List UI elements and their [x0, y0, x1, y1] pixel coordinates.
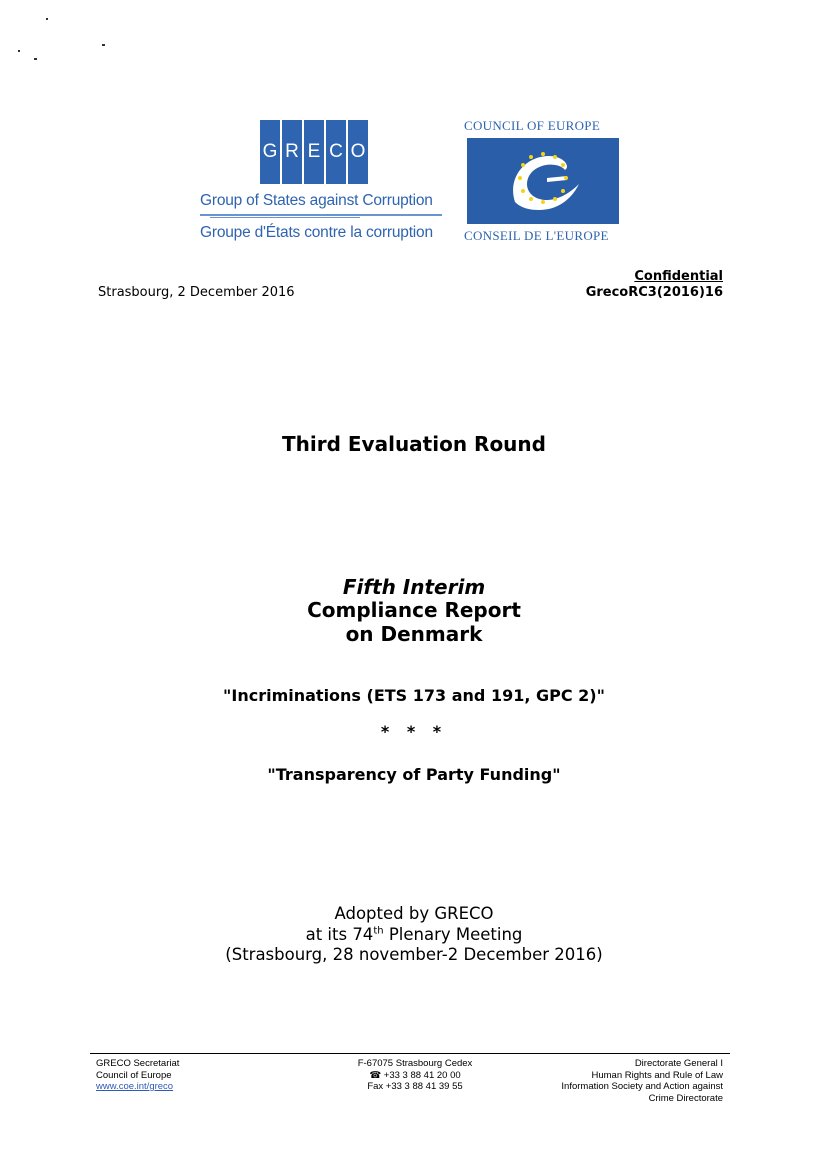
classification-label: Confidential: [634, 269, 723, 284]
adoption-line3: (Strasbourg, 28 november-2 December 2016): [225, 945, 603, 964]
adoption-meeting-prefix: at its 74: [305, 925, 374, 944]
greco-letter: R: [282, 120, 302, 184]
footer-right-line: Information Society and Action against: [561, 1081, 723, 1092]
greco-letter-blocks: [260, 120, 368, 184]
greco-name-fr: Groupe d'États contre la corruption: [200, 224, 433, 241]
footer-right-line: Crime Directorate: [648, 1092, 723, 1104]
greco-letter: C: [326, 120, 346, 184]
report-title-line1: Fifth Interim: [342, 575, 486, 599]
theme-incriminations: "Incriminations (ETS 173 and 191, GPC 2)": [223, 686, 605, 705]
adoption-meeting-suffix: Plenary Meeting: [383, 925, 523, 944]
scan-speck: [34, 58, 37, 60]
greco-name-en: Group of States against Corruption: [200, 192, 433, 209]
scan-speck: [18, 50, 20, 52]
greco-letter: G: [260, 120, 280, 184]
adoption-line2: [0, 925, 828, 944]
scan-speck: [46, 18, 48, 20]
footer-mid-line: ☎ +33 3 88 41 20 00: [369, 1069, 461, 1081]
footer-directorate: [561, 1058, 723, 1104]
coe-name-en: COUNCIL OF EUROPE: [464, 118, 601, 133]
footer-left-line: Council of Europe: [96, 1069, 172, 1081]
greco-divider: [200, 214, 442, 216]
theme-separator: * * *: [380, 722, 448, 741]
footer-left-line: GRECO Secretariat: [96, 1058, 180, 1069]
council-of-europe-logo: [464, 118, 624, 248]
greco-letter: E: [304, 120, 324, 184]
theme-party-funding: "Transparency of Party Funding": [267, 765, 561, 784]
adoption-line1: Adopted by GRECO: [334, 904, 494, 923]
coe-emblem: [467, 138, 619, 224]
document-reference: GrecoRC3(2016)16: [585, 285, 723, 300]
greco-divider: [210, 217, 360, 218]
coe-name-fr: CONSEIL DE L'EUROPE: [464, 228, 609, 243]
footer-divider: [90, 1053, 730, 1054]
report-title-line2: Compliance Report: [307, 598, 521, 622]
adoption-ordinal-suffix: th: [373, 925, 384, 937]
footer-address: [340, 1058, 490, 1093]
footer-secretariat: [96, 1058, 179, 1093]
footer-mid-line: Fax +33 3 88 41 39 55: [367, 1081, 463, 1092]
greco-letter: O: [348, 120, 368, 184]
footer-website-link[interactable]: www.coe.int/greco: [96, 1081, 174, 1092]
scan-speck: [102, 44, 105, 46]
footer-right-line: Human Rights and Rule of Law: [591, 1069, 723, 1081]
footer-mid-line: F-67075 Strasbourg Cedex: [357, 1058, 473, 1069]
evaluation-round-title: Third Evaluation Round: [282, 432, 546, 456]
report-title-line3: on Denmark: [345, 622, 483, 646]
footer-right-line: Directorate General I: [634, 1058, 723, 1069]
coe-emblem-icon: [467, 138, 619, 224]
greco-logo: [200, 118, 442, 248]
place-and-date: Strasbourg, 2 December 2016: [98, 285, 295, 300]
